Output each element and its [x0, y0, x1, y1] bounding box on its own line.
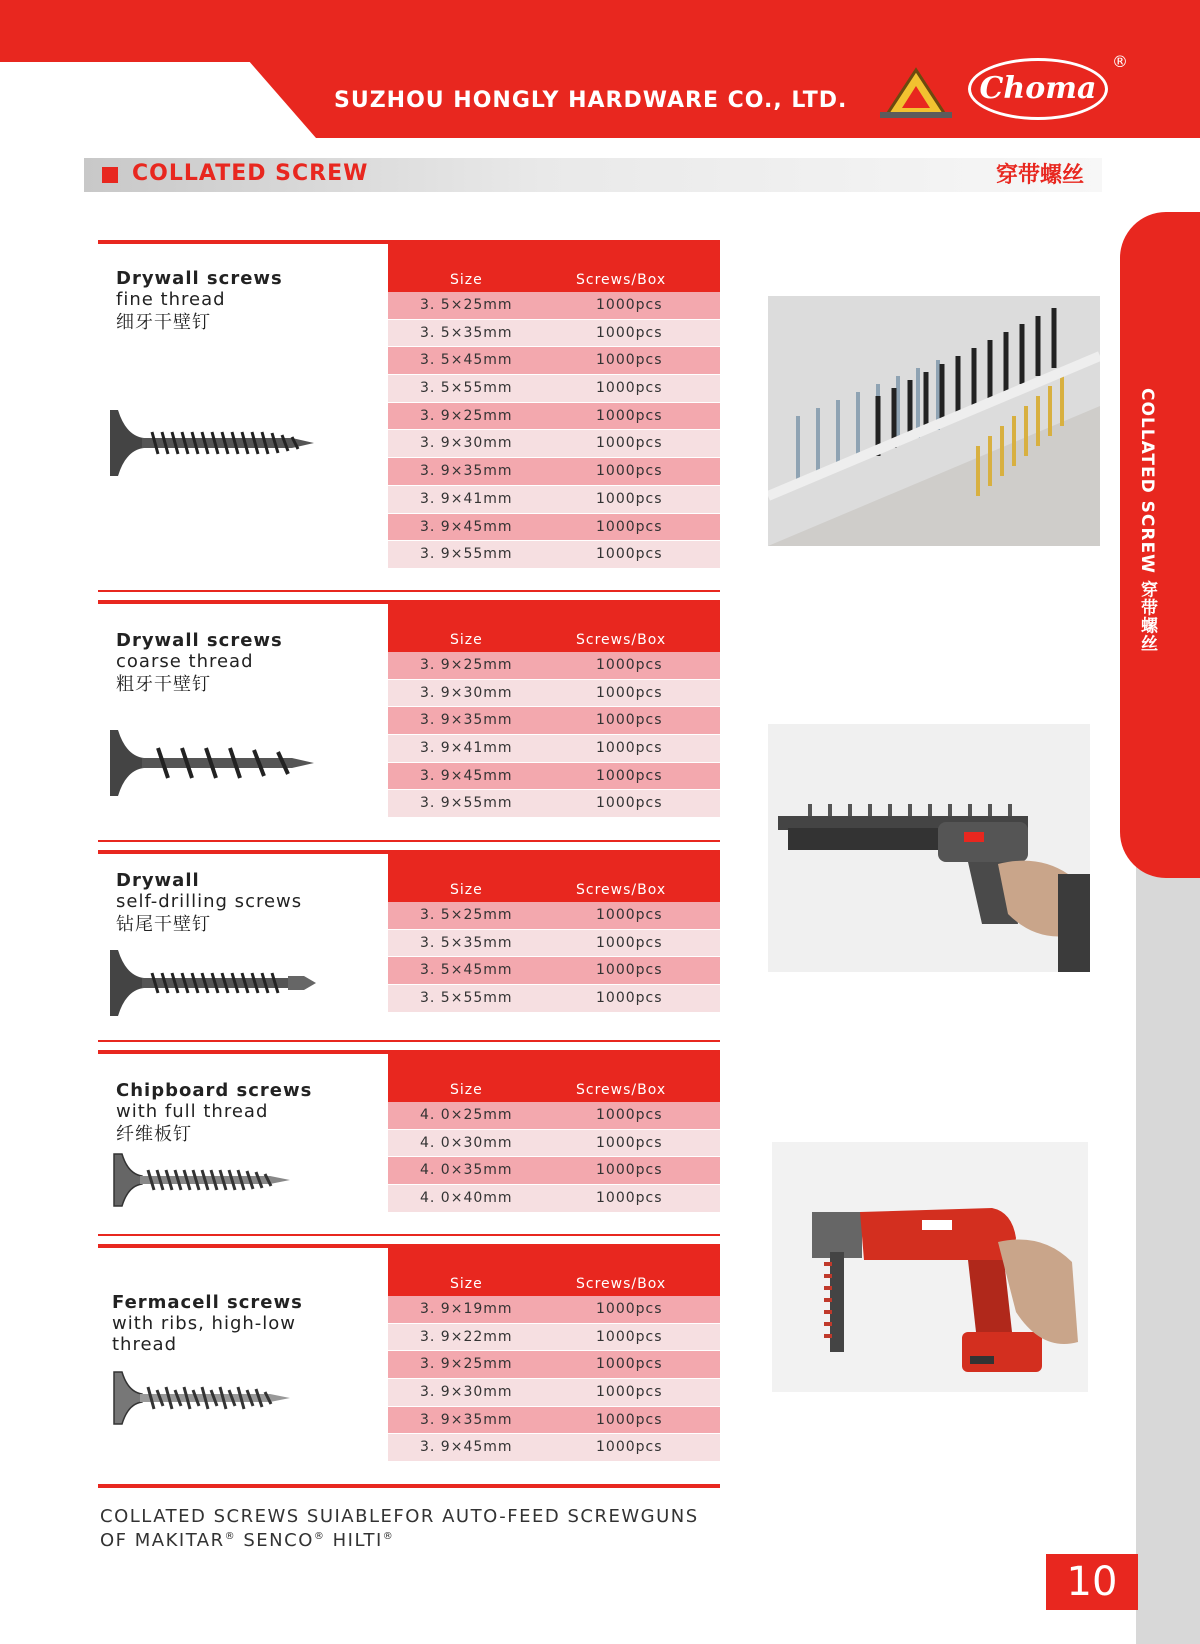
product-title — [116, 1080, 312, 1145]
table-row — [388, 1102, 720, 1130]
cell-qty: 1000pcs — [596, 934, 663, 951]
table-row — [388, 1296, 720, 1324]
header-qty: Screws/Box — [576, 632, 667, 648]
table-header — [388, 604, 720, 652]
cell-qty: 1000pcs — [596, 297, 663, 313]
cell-qty: 1000pcs — [596, 712, 663, 729]
footer-line-1: COLLATED SCREWS SUIABLEFOR AUTO-FEED SCREWGUNS — [100, 1506, 699, 1527]
table-row — [388, 1324, 720, 1352]
table-row — [388, 930, 720, 958]
product-title — [116, 268, 283, 333]
table-header — [388, 1054, 720, 1102]
table-header — [388, 1248, 720, 1296]
product-name-cn: 纤维板钉 — [116, 1124, 192, 1145]
size-table — [388, 604, 720, 818]
header-size: Size — [450, 1276, 483, 1292]
header-size: Size — [450, 272, 483, 288]
header-top-bar — [0, 0, 1200, 62]
brand-makita: OF MAKITAR — [100, 1530, 225, 1551]
size-table — [388, 244, 720, 569]
cell-qty: 1000pcs — [596, 1107, 663, 1123]
cell-size: 3. 5×55mm — [420, 380, 513, 397]
header-qty: Screws/Box — [576, 1276, 667, 1292]
size-table — [388, 1054, 720, 1213]
section-title-cn: 穿带螺丝 — [996, 163, 1085, 188]
table-row — [388, 1407, 720, 1435]
coarse-thread-screw-icon — [108, 728, 318, 798]
table-row — [388, 320, 720, 348]
reg-mark: ® — [224, 1531, 237, 1542]
cell-size: 4. 0×30mm — [420, 1134, 513, 1151]
cell-size: 3. 9×41mm — [420, 740, 513, 757]
cell-size: 4. 0×40mm — [420, 1190, 513, 1207]
cell-qty: 1000pcs — [596, 518, 663, 535]
cell-qty: 1000pcs — [596, 1134, 663, 1151]
cell-size: 3. 5×25mm — [420, 297, 513, 313]
table-header — [388, 244, 720, 292]
table-row — [388, 486, 720, 514]
product-name-cn: 细牙干壁钉 — [116, 312, 211, 333]
table-row — [388, 403, 720, 431]
footer-line-2 — [100, 1527, 699, 1551]
collated-screw-strips-photo — [768, 296, 1100, 546]
cell-qty: 1000pcs — [596, 435, 663, 452]
cell-qty: 1000pcs — [596, 463, 663, 480]
product-desc: with ribs, high-low — [112, 1313, 297, 1334]
cell-size: 3. 9×30mm — [420, 435, 513, 452]
cell-size: 3. 9×55mm — [420, 546, 513, 563]
table-row — [388, 1185, 720, 1213]
header-size: Size — [450, 882, 483, 898]
cell-size: 3. 9×45mm — [420, 1439, 513, 1456]
table-row — [388, 1351, 720, 1379]
page-number: 10 — [1046, 1554, 1138, 1610]
product-name: Drywall screws — [116, 630, 283, 651]
cell-qty: 1000pcs — [596, 490, 663, 507]
section-title: COLLATED SCREW — [132, 161, 369, 186]
header-qty: Screws/Box — [576, 882, 667, 898]
cell-qty: 1000pcs — [596, 324, 663, 341]
cell-size: 4. 0×35mm — [420, 1162, 513, 1179]
cell-size: 3. 9×35mm — [420, 712, 513, 729]
cell-size: 3. 9×41mm — [420, 490, 513, 507]
table-row — [388, 1379, 720, 1407]
cell-size: 3. 9×25mm — [420, 657, 513, 673]
table-row — [388, 375, 720, 403]
cell-size: 3. 9×45mm — [420, 518, 513, 535]
cell-qty: 1000pcs — [596, 1384, 663, 1401]
side-gray-strip — [1136, 860, 1200, 1644]
cell-size: 3. 9×25mm — [420, 407, 513, 424]
cell-size: 3. 5×45mm — [420, 352, 513, 369]
table-row — [388, 1130, 720, 1158]
fine-thread-screw-icon — [108, 408, 318, 478]
section-rule — [98, 1040, 720, 1042]
cell-size: 3. 9×22mm — [420, 1328, 513, 1345]
cell-qty: 1000pcs — [596, 962, 663, 979]
header-size: Size — [450, 632, 483, 648]
cell-qty: 1000pcs — [596, 352, 663, 369]
cell-qty: 1000pcs — [596, 1439, 663, 1456]
table-row — [388, 902, 720, 930]
product-title — [112, 1292, 303, 1355]
cell-qty: 1000pcs — [596, 1411, 663, 1428]
product-desc: fine thread — [116, 289, 226, 310]
section-rule — [98, 1234, 720, 1236]
cell-qty: 1000pcs — [596, 1301, 663, 1317]
cell-size: 3. 9×55mm — [420, 795, 513, 812]
cell-size: 3. 5×25mm — [420, 907, 513, 923]
cell-size: 3. 9×25mm — [420, 1356, 513, 1373]
product-desc: self-drilling screws — [116, 891, 303, 912]
product-name: Drywall — [116, 870, 200, 891]
header-qty: Screws/Box — [576, 272, 667, 288]
table-row — [388, 514, 720, 542]
cell-qty: 1000pcs — [596, 740, 663, 757]
size-table — [388, 1248, 720, 1462]
cell-size: 3. 9×30mm — [420, 1384, 513, 1401]
table-row — [388, 430, 720, 458]
cell-size: 3. 9×30mm — [420, 684, 513, 701]
header-size: Size — [450, 1082, 483, 1098]
table-row — [388, 707, 720, 735]
size-table — [388, 854, 720, 1013]
cell-qty: 1000pcs — [596, 1190, 663, 1207]
senco-screwgun-photo — [768, 724, 1090, 972]
product-desc: with full thread — [116, 1101, 269, 1122]
brand-hilti: HILTI — [332, 1530, 383, 1551]
cell-size: 3. 9×45mm — [420, 767, 513, 784]
reg-mark: ® — [382, 1531, 395, 1542]
product-desc-2: thread — [112, 1334, 178, 1355]
cell-qty: 1000pcs — [596, 657, 663, 673]
reg-mark: ® — [313, 1531, 326, 1542]
section-rule — [98, 840, 720, 842]
registered-mark: ® — [1112, 52, 1128, 71]
table-row — [388, 985, 720, 1013]
cell-qty: 1000pcs — [596, 907, 663, 923]
cell-size: 4. 0×25mm — [420, 1107, 513, 1123]
table-row — [388, 1434, 720, 1462]
cell-qty: 1000pcs — [596, 990, 663, 1007]
cell-qty: 1000pcs — [596, 1356, 663, 1373]
cell-size: 3. 5×45mm — [420, 962, 513, 979]
side-tab-label: COLLATED SCREW 穿带螺丝 — [1137, 388, 1157, 653]
table-row — [388, 652, 720, 680]
product-title — [116, 870, 302, 935]
table-header — [388, 854, 720, 902]
company-name: SUZHOU HONGLY HARDWARE CO., LTD. — [334, 88, 848, 113]
table-row — [388, 347, 720, 375]
cell-qty: 1000pcs — [596, 684, 663, 701]
cell-qty: 1000pcs — [596, 795, 663, 812]
product-name: Drywall screws — [116, 268, 283, 289]
fermacell-screw-icon — [112, 1370, 292, 1426]
product-name-cn: 钻尾干壁钉 — [116, 914, 211, 935]
footer-note — [100, 1507, 699, 1551]
table-row — [388, 763, 720, 791]
self-drilling-screw-icon — [108, 948, 318, 1018]
product-desc: coarse thread — [116, 651, 254, 672]
cell-size: 3. 9×35mm — [420, 463, 513, 480]
cell-size: 3. 9×35mm — [420, 1411, 513, 1428]
table-row — [388, 735, 720, 763]
cell-size: 3. 9×19mm — [420, 1301, 513, 1317]
product-name: Fermacell screws — [112, 1292, 303, 1313]
product-title — [116, 630, 283, 695]
table-row — [388, 541, 720, 569]
cell-qty: 1000pcs — [596, 407, 663, 424]
table-row — [388, 790, 720, 818]
table-row — [388, 458, 720, 486]
cell-qty: 1000pcs — [596, 546, 663, 563]
brand-senco: SENCO — [243, 1530, 314, 1551]
cell-qty: 1000pcs — [596, 767, 663, 784]
section-rule — [98, 590, 720, 592]
cell-qty: 1000pcs — [596, 1162, 663, 1179]
cell-qty: 1000pcs — [596, 380, 663, 397]
hilti-screwgun-photo — [772, 1142, 1088, 1392]
table-row — [388, 680, 720, 708]
table-row — [388, 292, 720, 320]
cell-qty: 1000pcs — [596, 1328, 663, 1345]
company-logo-icon — [876, 64, 956, 122]
chipboard-screw-icon — [112, 1152, 292, 1208]
product-name: Chipboard screws — [116, 1080, 313, 1101]
product-name-cn: 粗牙干壁钉 — [116, 674, 211, 695]
cell-size: 3. 5×55mm — [420, 990, 513, 1007]
section-bullet — [102, 167, 118, 183]
table-row — [388, 1157, 720, 1185]
header-qty: Screws/Box — [576, 1082, 667, 1098]
cell-size: 3. 5×35mm — [420, 324, 513, 341]
brand-logo: Choma — [968, 58, 1108, 120]
table-row — [388, 957, 720, 985]
cell-size: 3. 5×35mm — [420, 934, 513, 951]
section-rule — [98, 1484, 720, 1488]
